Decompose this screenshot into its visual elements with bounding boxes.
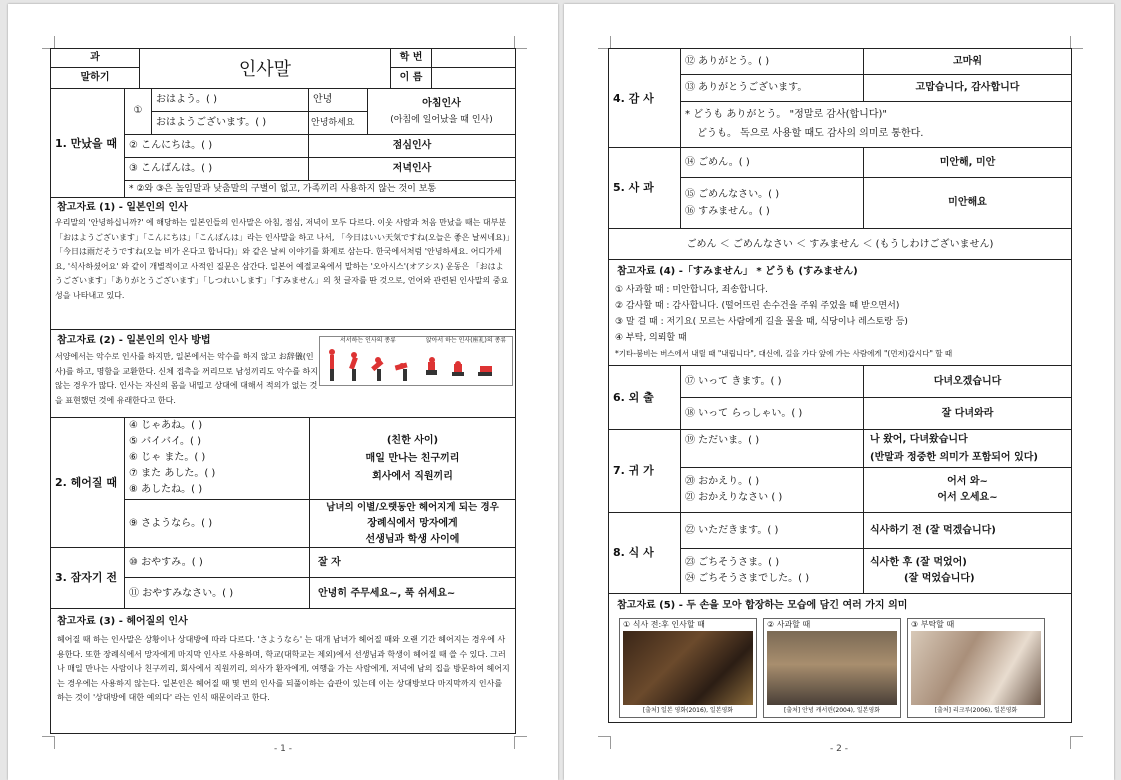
item-11: ⑪ おやすみなさい。( ) <box>129 588 234 599</box>
note-11: 안녕히 주무세요~, 푹 쉬세요~ <box>318 588 456 599</box>
s2-note-2: 매일 만나는 친구끼리 <box>365 453 460 464</box>
item-14: ⑭ ごめん。( ) <box>685 157 750 168</box>
ref5-title: 참고자료 (5) - 두 손을 모아 합장하는 모습에 담긴 여러 가지 의미 <box>617 600 908 611</box>
item-18: ⑱ いって らっしゃい。( ) <box>685 408 803 419</box>
photo-source-2: [출처] 안녕 캐서린(2004), 일본영화 <box>783 707 881 714</box>
note-19a: 나 왔어, 다녀왔습니다 <box>870 434 968 445</box>
item-4: ④ じゃあね。( ) <box>129 420 203 431</box>
note-23b: (잘 먹었습니다) <box>904 573 975 584</box>
ref4-line-3: ③ 말 걸 때 : 저기요( 모르는 사람에게 길을 물을 때, 식당이나 레스토랑 등) <box>615 317 908 327</box>
note-19b: (반말과 정중한 의미가 포함되어 있다) <box>870 452 1038 463</box>
note23-cell <box>863 548 1072 594</box>
section5-label: 5. 사 과 <box>613 181 654 194</box>
item-9: ⑨ さようなら。( ) <box>129 518 213 529</box>
section2-label: 2. 헤어질 때 <box>55 476 117 489</box>
ref3-box <box>50 608 516 734</box>
item-8: ⑧ あしたね。( ) <box>129 484 203 495</box>
r1b-ko-cell <box>308 111 368 135</box>
hakbun-label: 학 번 <box>399 52 423 63</box>
note-23a: 식사한 후 (잘 먹었어) <box>870 557 967 568</box>
ref4-box <box>608 259 1072 366</box>
photo-frame-3 <box>907 618 1045 718</box>
item17-cell <box>680 365 864 398</box>
note-13: 고맙습니다, 감사합니다 <box>915 82 1020 93</box>
note15-cell <box>863 177 1072 229</box>
item-22: ㉒ いただきます。( ) <box>685 525 779 536</box>
ref2-box <box>50 329 516 418</box>
ref1-box <box>50 197 516 330</box>
bow-caption-2: 앉아서 하는 인사(座礼)의 종류 <box>425 337 507 344</box>
s2-note-9b: 장례식에서 망자에게 <box>367 518 458 529</box>
item-12: ⑫ ありがとう。( ) <box>685 56 770 67</box>
s4-extra-2: どうも。 독으로 사용할 때도 감사의 의미로 통한다. <box>697 128 924 139</box>
request-photo <box>911 631 1041 705</box>
ref3-title: 참고자료 (3) - 헤어질의 인사 <box>57 616 188 627</box>
r2-note-cell <box>308 134 516 158</box>
s2-note-3: 회사에서 직원끼리 <box>372 471 453 482</box>
ireum-cell <box>390 67 432 89</box>
r2-note: 점심인사 <box>392 140 432 151</box>
s2-note9-cell <box>309 499 516 548</box>
note13-cell <box>863 74 1072 102</box>
s5-chain-cell <box>608 228 1072 260</box>
photo-source-3: [출처] 리크루(2006), 일본영화 <box>934 707 1018 714</box>
s4-extra-cell <box>680 101 1072 148</box>
bowing-figures-icon <box>320 346 512 386</box>
page-1 <box>8 4 558 780</box>
photo-frame-1 <box>619 618 757 718</box>
r3-note-cell <box>308 157 516 181</box>
r1a-ko: 안녕 <box>313 94 333 105</box>
note-15: 미안해요 <box>948 197 987 208</box>
note18-cell <box>863 397 1072 430</box>
section4-label: 4. 감 사 <box>613 92 654 105</box>
photo-caption-2: ② 사과할 때 <box>767 620 811 629</box>
ireum-input[interactable] <box>431 67 516 89</box>
page-number-1: - 1 - <box>274 744 292 754</box>
apology-photo <box>767 631 897 705</box>
ref1-title: 참고자료 (1) - 일본인의 인사 <box>57 202 188 213</box>
subject-label: 과 <box>90 52 100 63</box>
ref4-line-1: ① 사과할 때 : 미안합니다, 죄송합니다. <box>615 285 768 295</box>
item11-cell <box>124 577 310 609</box>
item-15: ⑮ ごめんなさい。( ) <box>685 189 780 200</box>
note12-cell <box>863 48 1072 75</box>
note-10: 잘 자 <box>318 557 341 568</box>
note10-cell <box>309 547 516 578</box>
s2-items-cell <box>124 417 310 500</box>
note-20b: 어서 오세요~ <box>937 492 998 503</box>
item-23: ㉓ ごちそうさま。( ) <box>685 557 780 568</box>
item-10: ⑩ おやすみ。( ) <box>129 557 203 568</box>
item-17: ⑰ いって きます。( ) <box>685 376 782 387</box>
note-18: 잘 다녀와라 <box>941 408 994 419</box>
page-2 <box>564 4 1114 780</box>
item9-cell <box>124 499 310 548</box>
note-17: 다녀오겠습니다 <box>933 376 1002 387</box>
item-16: ⑯ すみません。( ) <box>685 206 770 217</box>
item12-cell <box>680 48 864 75</box>
item23-24-cell <box>680 548 864 594</box>
s2-notes-cell <box>309 417 516 500</box>
r2-jp: ② こんにちは。( ) <box>129 140 213 151</box>
title-cell <box>139 48 391 89</box>
note17-cell <box>863 365 1072 398</box>
bowing-illustration <box>319 336 513 386</box>
subject-cell-2 <box>50 67 140 89</box>
r1a-ko-cell <box>308 88 368 112</box>
section6-label: 6. 외 출 <box>613 391 654 404</box>
ref3-body: 헤어질 때 하는 인사말은 상황이나 상대방에 따라 다르다. 'さようなら' 는 대개 남녀가 헤어질 때와 오랜 기간 헤어지는 경우에 사용한다. 또한 장례식에서 망자에게 마지막 인사로 사용하며, 학교(대학교는 제외)에서 선생님과 학생이 헤어질 때 쓸 수 있다. 그러나 매일 만나는 사람이나 친구끼리, 회사에서 직원끼리, 의사가 환자에게, 여행을 가는 사람에게, 저녁에 남의 집을 방문하여 헤어지는 경우에는 사용하지 않는다. 일본인은 헤어질 때 몇 번의 인사를 되풀이하는 습관이 있는데 이는 상대방보다 마지막까지 인사를 하는 것이 '상대방에 대한 예의다' 라는 인식 때문이라고 한다. <box>57 635 510 702</box>
r1b-ko: 안녕하세요 <box>311 118 355 128</box>
item-7: ⑦ また あした。( ) <box>129 468 216 479</box>
note19-cell <box>863 429 1072 468</box>
item18-cell <box>680 397 864 430</box>
photo-source-1: [출처] 일본 영화(2016), 일본영화 <box>642 707 734 714</box>
section6-label-cell <box>608 365 681 430</box>
s2-note-1: (친한 사이) <box>386 435 439 446</box>
section8-label-cell <box>608 512 681 594</box>
ref4-line-5: *기타-붐비는 버스에서 내릴 때 "내립니다", 대신에, 길을 가다 앞에 가는 사람에게 "(먼저)갑시다" 할 때 <box>615 349 953 358</box>
s5-chain: ごめん ＜ ごめんなさい ＜ すみません ＜ (もうしわけございません) <box>686 239 994 250</box>
r3-jp: ③ こんばんは。( ) <box>129 163 213 174</box>
section3-label-cell <box>50 547 125 609</box>
dining-photo <box>623 631 753 705</box>
ref4-title: 참고자료 (4) -「すみません」 * どうも (すみません) <box>617 266 858 277</box>
item19-cell <box>680 429 864 468</box>
photo-caption-3: ③ 부탁할 때 <box>911 620 955 629</box>
s4-extra-1: * どうも ありがとう。 "정말로 감사(합니다)" <box>685 109 887 120</box>
r1a-jp: おはよう。( ) <box>156 94 217 105</box>
note-22: 식사하기 전 (잘 먹겠습니다) <box>870 525 996 536</box>
r3-note: 저녁인사 <box>392 163 432 174</box>
note-12: 고마워 <box>953 56 982 67</box>
page-title: 인사말 <box>238 59 292 80</box>
section3-label: 3. 잠자기 전 <box>55 571 117 584</box>
item15-16-cell <box>680 177 864 229</box>
subject-label-2: 말하기 <box>80 72 110 83</box>
ref4-line-2: ② 감사할 때 : 감사합니다. (떨어뜨린 손수건을 주워 주었을 때 받으면서) <box>615 301 900 311</box>
section4-label-cell <box>608 48 681 148</box>
r1a-jp-cell <box>151 88 309 112</box>
section8-label: 8. 식 사 <box>613 546 654 559</box>
item-24: ㉔ ごちそうさまでした。( ) <box>685 573 810 584</box>
photo-frame-2 <box>763 618 901 718</box>
item-5: ⑤ バイバイ。( ) <box>129 436 202 447</box>
note11-cell <box>309 577 516 609</box>
ref2-body-a: 서양에서는 악수로 인사를 하지만, 일본에서는 악수를 하지 않고 お辞儀(인사)를 하고, 명함을 교환한다. 신체 접촉을 꺼리므로 남성끼리도 악수를 하지 않는 경우가 많다. 인사는 자신의 몸을 내밀고 상대에 대해서 적의가 없는 것을 표현했던 것에 유래한다고 한다. <box>55 352 318 405</box>
section5-label-cell <box>608 147 681 229</box>
r2-cell <box>124 134 309 158</box>
item10-cell <box>124 547 310 578</box>
item-21: ㉑ おかえりなさい ( ) <box>685 492 783 503</box>
note20-cell <box>863 467 1072 513</box>
item13-cell <box>680 74 864 102</box>
note-20a: 어서 와~ <box>947 476 988 487</box>
note-14: 미안해, 미안 <box>939 157 996 168</box>
ref2-title: 참고자료 (2) - 일본인의 인사 방법 <box>57 335 211 346</box>
item20-21-cell <box>680 467 864 513</box>
note22-cell <box>863 512 1072 549</box>
note14-cell <box>863 147 1072 178</box>
item14-cell <box>680 147 864 178</box>
s1-footnote: * ②와 ③은 높임말과 낮춤말의 구별이 없고, 가족끼리 사용하지 않는 것이 보통 <box>129 184 437 194</box>
photo-caption-1: ① 식사 전:후 인사할 때 <box>623 620 705 629</box>
r1b-jp-cell <box>151 111 309 135</box>
r1-note-cell <box>367 88 516 135</box>
s1-footnote-cell <box>124 180 516 198</box>
section7-label: 7. 귀 가 <box>613 464 654 477</box>
section7-label-cell <box>608 429 681 513</box>
section1-label-cell <box>50 88 125 198</box>
section2-label-cell <box>50 417 125 548</box>
r1-note-2: (아침에 일어났을 때 인사) <box>390 115 493 125</box>
bow-caption-1: 서서하는 인사의 종류 <box>340 337 396 344</box>
r3-cell <box>124 157 309 181</box>
ref4-line-4: ④ 부탁, 의뢰할 때 <box>615 333 687 343</box>
item22-cell <box>680 512 864 549</box>
item-6: ⑥ じゃ また。( ) <box>129 452 206 463</box>
item-19: ⑲ ただいま。( ) <box>685 435 760 446</box>
r1-note-1: 아침인사 <box>422 98 461 109</box>
item-13: ⑬ ありがとうございます。 <box>685 82 808 93</box>
circ1: ① <box>133 105 143 116</box>
ref5-box <box>608 593 1072 723</box>
hakbun-input[interactable] <box>431 48 516 68</box>
ref1-body: 우리말의 '안녕하십니까?' 에 해당하는 일본인들의 인사말은 아침, 점심, 저녁이 모두 다르다. 이웃 사람과 처음 만났을 때는 대부분 「おはようございます」「こんにちは」「こんばんは」라는 인사말을 하고 나서, 「今日はいい天気ですね(오늘은 좋은 날씨네요)」「今日は雨だそうですね(오늘 비가 온다고 합니다)」와 같은 날씨 이야기를 화제로 삼는다. 한국에서처럼 '안녕하세요. 어디가세요, '식사하셨어요' 와 같이 개별적이고 사적인 질문은 삼간다. 일본어 예절교육에서 말하는 '오아시스'(オアシス) 운동은 「おはようございます」「ありがとうございます」「しつれいします」「すみません」의 첫 글자를 딴 것으로, 언어와 관련된 인사말의 중요성을 나타내고 있다. <box>55 218 510 300</box>
section1-label: 1. 만났을 때 <box>55 137 117 150</box>
subject-cell <box>50 48 140 68</box>
r1b-jp: おはようございます。( ) <box>156 117 267 128</box>
item-20: ⑳ おかえり。( ) <box>685 476 760 487</box>
s2-note-9a: 남녀의 이별/오랫동안 헤어지게 되는 경우 <box>326 502 499 513</box>
circ1-cell <box>124 88 152 135</box>
ireum-label: 이 름 <box>399 72 423 83</box>
s2-note-9c: 선생님과 학생 사이에 <box>365 534 460 545</box>
hakbun-cell <box>390 48 432 68</box>
page-number-2: - 2 - <box>830 744 848 754</box>
